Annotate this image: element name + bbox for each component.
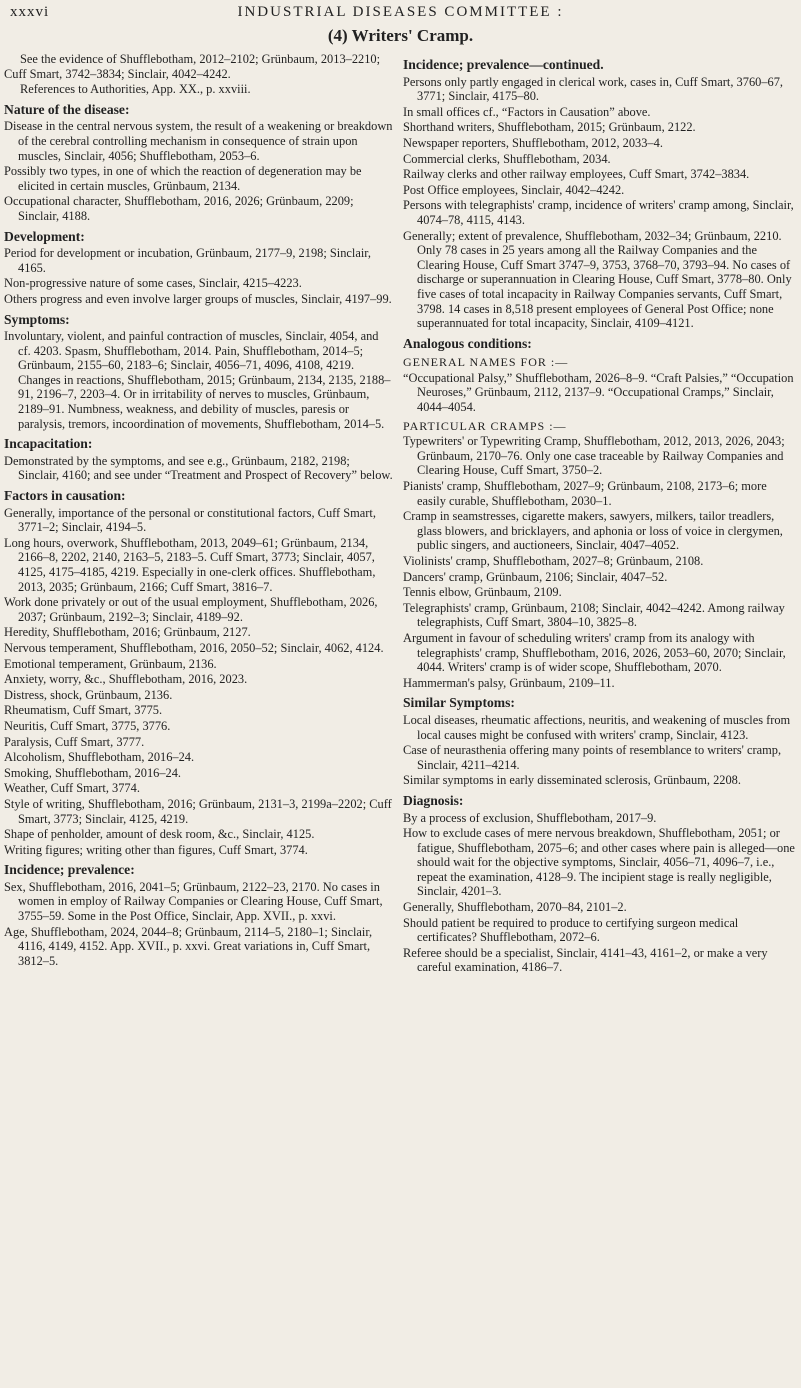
- index-entry: Pianists' cramp, Shufflebotham, 2027–9; Grünbaum, 2108, 2173–6; more easily curable, Shufflebotham, 2030–1.: [403, 479, 767, 508]
- left-column: [4, 52, 394, 969]
- index-entry: Neuritis, Cuff Smart, 3775, 3776.: [4, 718, 171, 733]
- index-entry: Generally; extent of prevalence, Shufflebotham, 2032–34; Grünbaum, 2210. Only 78 cases in 25 years among all the Railway Companies and the Clearing House, Cuff Smart 3747–9, 3753, 3768–70, 3793–94. No cases of discharge or superannuation in Clearing House, Cuff Smart, 3778–80. Only five cases of total incapacity in Railway Companies servants, Cuff Smart, 3798. 14 cases in 8,518 present employees of General Post Office; none superannuated for total incapacity, Sinclair, 4109–4121.: [403, 228, 792, 331]
- index-entry: Heredity, Shufflebotham, 2016; Grünbaum, 2127.: [4, 625, 251, 640]
- particular-cramps-list: [403, 434, 795, 690]
- index-entry: Others progress and even involve larger groups of muscles, Sinclair, 4197–99.: [4, 291, 392, 306]
- index-entry: By a process of exclusion, Shufflebotham, 2017–9.: [403, 810, 657, 825]
- index-entry: Anxiety, worry, &c., Shufflebotham, 2016, 2023.: [4, 672, 248, 687]
- index-entry: “Occupational Palsy,” Shufflebotham, 2026–8–9. “Craft Palsies,” “Occupation Neuroses,” Grünbaum, 2112, 2137–9. “Occupational Cramps,” Sinclair, 4044–4054.: [403, 370, 794, 415]
- general-names-subheading: GENERAL NAMES FOR :—: [403, 355, 569, 370]
- index-entry: Generally, Shufflebotham, 2070–84, 2101–2.: [403, 900, 627, 915]
- index-entry: How to exclude cases of mere nervous breakdown, Shufflebotham, 2051; or fatigue, Shufflebotham, 2075–6; and other cases where pain is alleged—one should wait for the objective symptoms, Sinclair, 4056–71, 4096–7, i.e., repeat the examination, 4128–9. The incipient stage is really negligible, Sinclair, 4201–3.: [403, 826, 795, 899]
- index-entry: Telegraphists' cramp, Grünbaum, 2108; Sinclair, 4042–4242. Among railway telegraphists, Cuff Smart, 3804–10, 3825–8.: [403, 600, 785, 630]
- right-column: [403, 52, 795, 976]
- index-entry: Hammerman's palsy, Grünbaum, 2109–11.: [403, 675, 615, 690]
- index-entry: Occupational character, Shufflebotham, 2016, 2026; Grünbaum, 2209; Sinclair, 4188.: [4, 194, 354, 223]
- index-entry: Style of writing, Shufflebotham, 2016; Grünbaum, 2131–3, 2199a–2202; Cuff Smart, 3773; Sinclair, 4125, 4219.: [4, 796, 392, 826]
- index-entry: Non-progressive nature of some cases, Sinclair, 4215–4223.: [4, 276, 302, 291]
- index-entry: Argument in favour of scheduling writers' cramp from its analogy with telegraphists' cramp, Shufflebotham, 2016, 2026, 2053–60, 2070; Sinclair, 4044. Writers' cramp is of wider scope, Shufflebotham, 2070.: [403, 630, 786, 675]
- index-entry: Railway clerks and other railway employees, Cuff Smart, 3742–3834.: [403, 167, 750, 182]
- running-header: [10, 4, 791, 26]
- index-entry: Should patient be required to produce to certifying surgeon medical certificates? Shufflebotham, 2072–6.: [403, 915, 739, 945]
- index-entry: Post Office employees, Sinclair, 4042–4242.: [403, 182, 625, 197]
- index-entry: Newspaper reporters, Shufflebotham, 2012, 2033–4.: [403, 135, 663, 150]
- index-entry: Case of neurasthenia offering many points of resemblance to writers' cramp, Sinclair, 4211–4214.: [403, 743, 782, 772]
- index-entry: Period for development or incubation, Grünbaum, 2177–9, 2198; Sinclair, 4165.: [4, 246, 372, 275]
- index-entry: Referee should be a specialist, Sinclair, 4141–43, 4161–2, or make a very careful examination, 4186–7.: [403, 945, 768, 975]
- similar-symptoms-heading: Similar Symptoms:: [403, 695, 515, 711]
- index-entry: Tennis elbow, Grünbaum, 2109.: [403, 585, 562, 600]
- incapacitation-heading: Incapacitation:: [4, 436, 93, 452]
- index-entry: Age, Shufflebotham, 2024, 2044–8; Grünbaum, 2114–5, 2180–1; Sinclair, 4116, 4149, 4152. App. XVII., p. xxvi. Great variations in, Cuff Smart, 3812–5.: [4, 924, 373, 968]
- index-entry: Typewriters' or Typewriting Cramp, Shufflebotham, 2012, 2013, 2026, 2043; Grünbaum, 2170–76. Only one case traceable by Railway Companies and Clearing House, Cuff Smart, 3750–2.: [403, 434, 785, 478]
- index-entry: Long hours, overwork, Shufflebotham, 2013, 2049–61; Grünbaum, 2134, 2166–8, 2202, 2140, 2163–5, 2183–5. Cuff Smart, 3773; Sinclair, 4057, 4125, 4175–4185, 4219. Especially in one-clerk offices. Shufflebotham, 2013, 2035; Grünbaum, 2166; Cuff Smart, 3816–7.: [4, 535, 376, 594]
- index-entry: Shorthand writers, Shufflebotham, 2015; Grünbaum, 2122.: [403, 120, 696, 135]
- incidence-continued-heading: Incidence; prevalence—continued.: [403, 57, 604, 72]
- incidence-continued-list: [403, 75, 795, 331]
- page-number: xxxvi: [10, 4, 50, 20]
- index-entry: Alcoholism, Shufflebotham, 2016–24.: [4, 750, 195, 765]
- index-entry: Writing figures; writing other than figures, Cuff Smart, 3774.: [4, 842, 308, 857]
- incapacitation-list: [4, 454, 394, 483]
- section-title: (4) Writers' Cramp.: [327, 26, 474, 45]
- general-names-list: [403, 371, 795, 415]
- index-entry: Persons with telegraphists' cramp, incidence of writers' cramp among, Sinclair, 4074–78, 4115, 4143.: [403, 198, 794, 227]
- index-entry: Similar symptoms in early disseminated sclerosis, Grünbaum, 2208.: [403, 773, 741, 788]
- index-entry: Cramp in seamstresses, cigarette makers, sawyers, milkers, tailor treadlers, glass blowers, and bricklayers, and aphonia or loss of voice in clergymen, public singers, and auctioneers, Sinclair, 4047–4052.: [403, 509, 783, 553]
- index-entry: Sex, Shufflebotham, 2016, 2041–5; Grünbaum, 2122–23, 2170. No cases in women in employ of Railway Companies or Clearing House, Cuff Smart, 3755–59. Some in the Post Office, Sinclair, App. XVII., p. xxvi.: [4, 879, 383, 924]
- diagnosis-heading: Diagnosis:: [403, 792, 464, 808]
- running-title: INDUSTRIAL DISEASES COMMITTEE :: [237, 4, 564, 20]
- index-entry: Paralysis, Cuff Smart, 3777.: [4, 734, 145, 749]
- development-list: [4, 246, 394, 306]
- index-entry: Weather, Cuff Smart, 3774.: [4, 781, 140, 796]
- particular-cramps-subheading: PARTICULAR CRAMPS :—: [403, 418, 567, 433]
- index-entry: Dancers' cramp, Grünbaum, 2106; Sinclair, 4047–52.: [403, 569, 668, 584]
- index-entry: Involuntary, violent, and painful contraction of muscles, Sinclair, 4054, and cf. 4203. Spasm, Shufflebotham, 2014. Pain, Shufflebotham, 2014–5; Grünbaum, 2155–60, 2183–6; Sinclair, 4056–71, 4096, 4108, 4219. Changes in reactions, Shufflebotham, 2015; Grünbaum, 2134, 2135, 2188–91, 2196–7, 2203–4. Or in irritability of nerves to muscles, Grünbaum, 2189–91. Numbness, weakness, and debility of muscles, paresis or paralysis, tremors, incoordination of movements, Shufflebotham, 2014–5.: [4, 329, 391, 431]
- analogous-heading: Analogous conditions:: [403, 335, 532, 351]
- index-entry: Nervous temperament, Shufflebotham, 2016, 2050–52; Sinclair, 4062, 4124.: [4, 640, 384, 655]
- factors-list: [4, 506, 394, 858]
- intro-paragraph: See the evidence of Shufflebotham, 2012–2102; Grünbaum, 2013–2210; Cuff Smart, 3742–3834; Sinclair, 4042–4242.: [4, 52, 381, 81]
- index-entry: Generally, importance of the personal or constitutional factors, Cuff Smart, 3771–2; Sinclair, 4194–5.: [4, 505, 376, 535]
- incidence-list: [4, 880, 394, 969]
- development-heading: Development:: [4, 228, 85, 244]
- index-entry: Smoking, Shufflebotham, 2016–24.: [4, 765, 182, 780]
- index-entry: Work done privately or out of the usual employment, Shufflebotham, 2026, 2037; Grünbaum, 2192–3; Sinclair, 4189–92.: [4, 595, 378, 624]
- references-paragraph: References to Authorities, App. XX., p. xxviii.: [20, 82, 251, 97]
- diagnosis-list: [403, 811, 795, 976]
- index-entry: Persons only partly engaged in clerical work, cases in, Cuff Smart, 3760–67, 3771; Sinclair, 4175–80.: [403, 74, 784, 104]
- index-entry: Distress, shock, Grünbaum, 2136.: [4, 687, 173, 702]
- index-entry: Demonstrated by the symptoms, and see e.g., Grünbaum, 2182, 2198; Sinclair, 4160; and see under “Treatment and Prospect of Recovery” below.: [4, 453, 393, 483]
- index-entry: Shape of penholder, amount of desk room, &c., Sinclair, 4125.: [4, 827, 315, 842]
- index-entry: Possibly two types, in one of which the reaction of degeneration may be elicited in certain muscles, Grünbaum, 2134.: [4, 164, 362, 193]
- index-entry: Emotional temperament, Grünbaum, 2136.: [4, 656, 217, 671]
- nature-list: [4, 119, 394, 223]
- nature-heading: Nature of the disease:: [4, 101, 130, 117]
- incidence-heading: Incidence; prevalence:: [4, 862, 135, 878]
- symptoms-list: [4, 329, 394, 431]
- index-entry: Rheumatism, Cuff Smart, 3775.: [4, 703, 163, 718]
- index-entry: Violinists' cramp, Shufflebotham, 2027–8; Grünbaum, 2108.: [403, 554, 704, 568]
- factors-heading: Factors in causation:: [4, 488, 126, 504]
- index-entry: Commercial clerks, Shufflebotham, 2034.: [403, 151, 611, 166]
- index-entry: Local diseases, rheumatic affections, neuritis, and weakening of muscles from local causes might be confused with writers' cramp, Sinclair, 4123.: [403, 712, 791, 742]
- index-entry: In small offices cf., “Factors in Causation” above.: [403, 104, 651, 119]
- index-entry: Disease in the central nervous system, the result of a weakening or breakdown of the cerebral controlling mechanism in consequence of strain upon muscles, Sinclair, 4056; Shufflebotham, 2053–6.: [4, 119, 393, 163]
- similar-symptoms-list: [403, 713, 795, 788]
- symptoms-heading: Symptoms:: [4, 311, 70, 327]
